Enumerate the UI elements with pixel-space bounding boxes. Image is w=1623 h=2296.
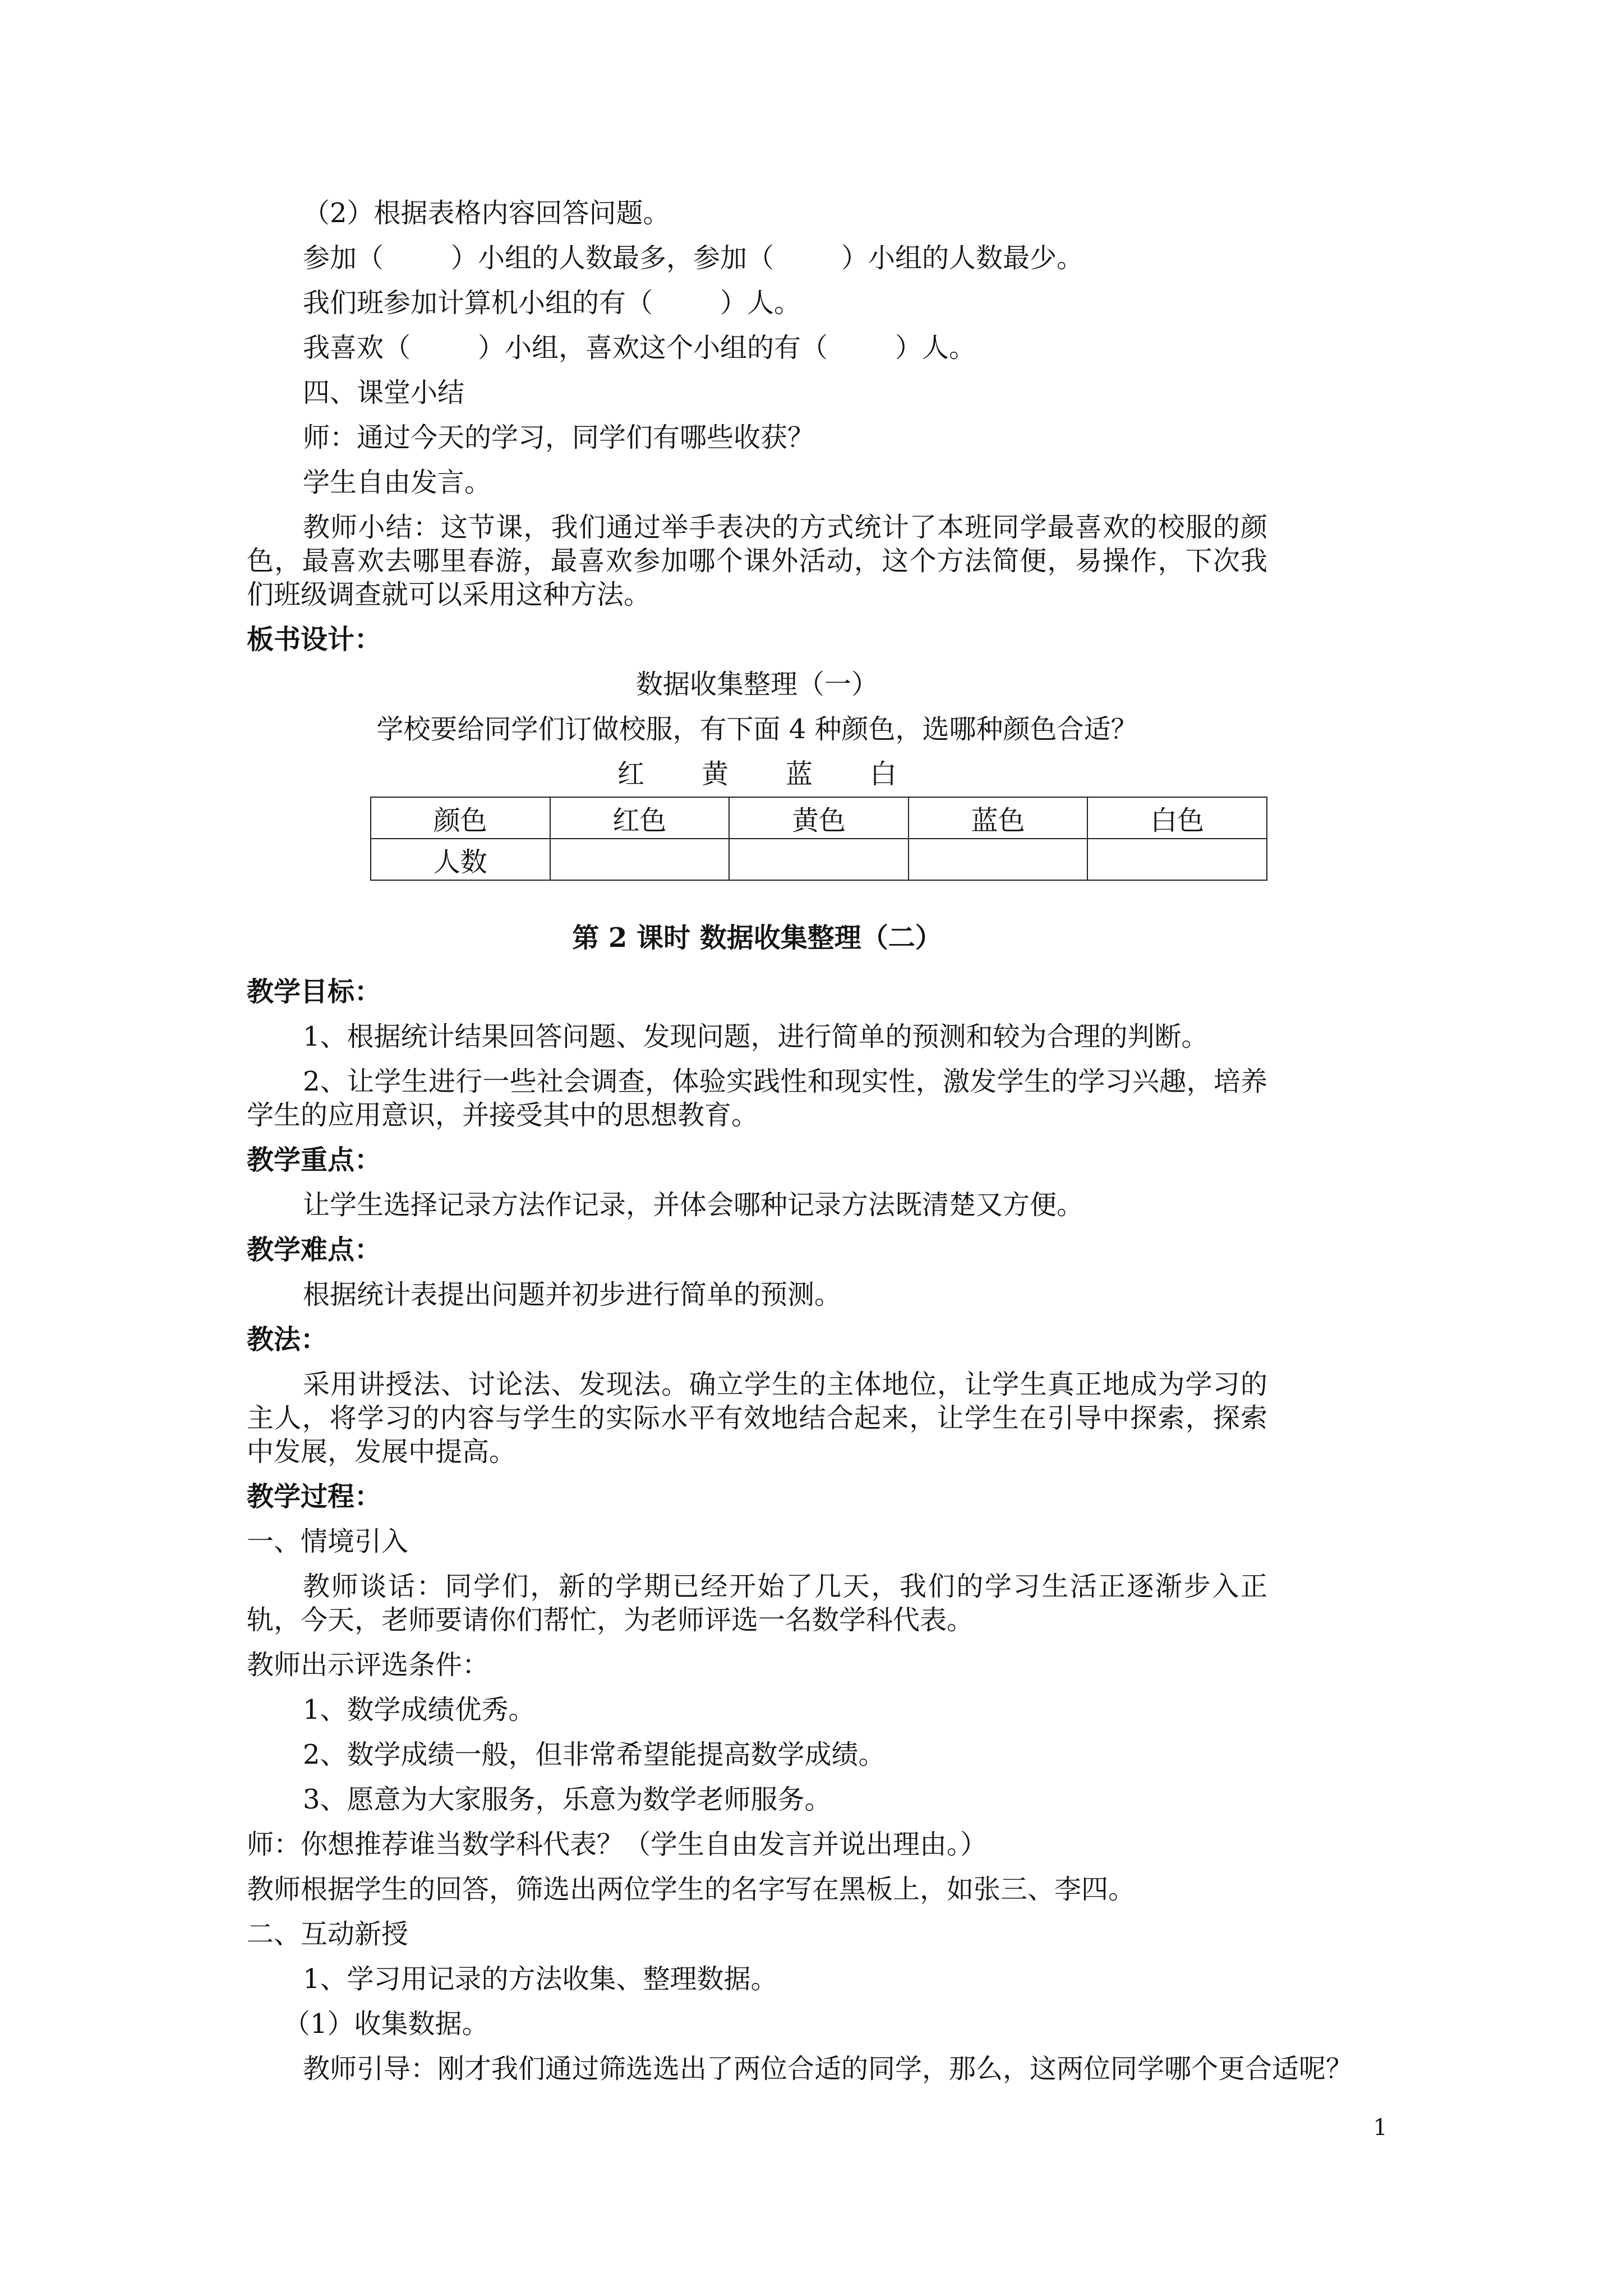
color-white: 白	[869, 758, 897, 790]
q1-text-b: ）小组的人数最多，参加（	[451, 242, 774, 274]
table-cell: 红色	[550, 797, 730, 839]
color-red: 红	[617, 758, 644, 790]
table-row	[371, 797, 1267, 839]
teacher-guide: 教师引导：刚才我们通过筛选选出了两位合适的同学，那么，这两位同学哪个更合适呢？	[303, 2053, 1353, 2085]
q3-text-c: ）人。	[895, 332, 976, 364]
board-colors-line	[247, 757, 1267, 791]
teacher-talk: 教师谈话：同学们，新的学期已经开始了几天，我们的学习生活正逐渐步入正轨，今天，老师要请你们帮忙，为老师评选一名数学科代表。	[247, 1571, 1267, 1636]
color-yellow: 黄	[701, 758, 728, 790]
criteria-2: 2、数学成绩一般，但非常希望能提高数学成绩。	[303, 1739, 886, 1770]
q1-text-c: ）小组的人数最少。	[841, 242, 1084, 274]
table-cell: 人数	[371, 839, 550, 880]
table-cell: 白色	[1087, 797, 1267, 839]
step-2-heading: 二、互动新授	[247, 1918, 409, 1950]
table-cell	[729, 839, 909, 880]
table-cell: 蓝色	[909, 797, 1088, 839]
table-row	[371, 839, 1267, 880]
table-cell	[1087, 839, 1267, 880]
goal-2: 2、让学生进行一些社会调查，体验实践性和现实性，激发学生的学习兴趣，培养学生的应用意识，并接受其中的思想教育。	[247, 1066, 1267, 1131]
difficulty-heading: 教学难点：	[247, 1234, 382, 1266]
page-number: 1	[1373, 2115, 1387, 2141]
key-points: 让学生选择记录方法作记录，并体会哪种记录方法既清楚又方便。	[303, 1189, 1084, 1221]
question-2	[247, 286, 1267, 320]
board-design-heading: 板书设计：	[247, 624, 382, 655]
table-cell	[550, 839, 730, 880]
sub-step-1: 1、学习用记录的方法收集、整理数据。	[303, 1963, 778, 1995]
board-title: 数据收集整理（一）	[635, 669, 878, 700]
teacher-question: 师：通过今天的学习，同学们有哪些收获？	[303, 422, 815, 453]
sub-step-1a: （1）收集数据。	[283, 2008, 489, 2040]
question-3	[247, 331, 1267, 365]
criteria-intro: 教师出示评选条件：	[247, 1649, 490, 1681]
teacher-summary: 教师小结：这节课，我们通过举手表决的方式统计了本班同学最喜欢的校服的颜色，最喜欢去哪里春游，最喜欢参加哪个课外活动，这个方法简便，易操作，下次我们班级调查就可以采用这种方法。	[247, 512, 1267, 610]
q3-text-a: 我喜欢（	[303, 332, 411, 364]
document-page	[247, 196, 1353, 2097]
board-question: 学校要给同学们订做校服，有下面 4 种颜色，选哪种颜色合适？	[376, 714, 1138, 745]
student-response: 学生自由发言。	[303, 467, 492, 498]
teacher-select: 教师根据学生的回答，筛选出两位学生的名字写在黑板上，如张三、李四。	[247, 1874, 1136, 1905]
criteria-1: 1、数学成绩优秀。	[303, 1694, 536, 1726]
section-heading-summary: 四、课堂小结	[303, 377, 465, 408]
goal-1: 1、根据统计结果回答问题、发现问题，进行简单的预测和较为合理的判断。	[303, 1021, 1209, 1052]
question-title: （2）根据表格内容回答问题。	[303, 197, 670, 229]
table-cell: 黄色	[729, 797, 909, 839]
q3-text-b: ）小组，喜欢这个小组的有（	[478, 332, 828, 364]
question-1	[247, 241, 1267, 275]
q1-text-a: 参加（	[303, 242, 384, 274]
key-points-heading: 教学重点：	[247, 1144, 382, 1176]
board-table	[370, 797, 1267, 881]
table-cell	[909, 839, 1088, 880]
teacher-ask: 师：你想推荐谁当数学科代表？（学生自由发言并说出理由。）	[247, 1829, 988, 1860]
lesson-title: 第 2 课时 数据收集整理（二）	[572, 922, 942, 954]
method-heading: 教法：	[247, 1324, 328, 1355]
q2-text-a: 我们班参加计算机小组的有（	[303, 287, 653, 319]
step-1-heading: 一、情境引入	[247, 1526, 409, 1557]
process-heading: 教学过程：	[247, 1481, 382, 1512]
color-blue: 蓝	[785, 758, 813, 790]
criteria-3: 3、愿意为大家服务，乐意为数学老师服务。	[303, 1784, 832, 1815]
table-cell: 颜色	[371, 797, 550, 839]
method: 采用讲授法、讨论法、发现法。确立学生的主体地位，让学生真正地成为学习的主人，将学习的内容与学生的实际水平有效地结合起来，让学生在引导中探索，探索中发展，发展中提高。	[247, 1369, 1267, 1467]
q2-text-b: ）人。	[720, 287, 801, 319]
difficulty: 根据统计表提出问题并初步进行简单的预测。	[303, 1279, 842, 1310]
goals-heading: 教学目标：	[247, 976, 382, 1007]
